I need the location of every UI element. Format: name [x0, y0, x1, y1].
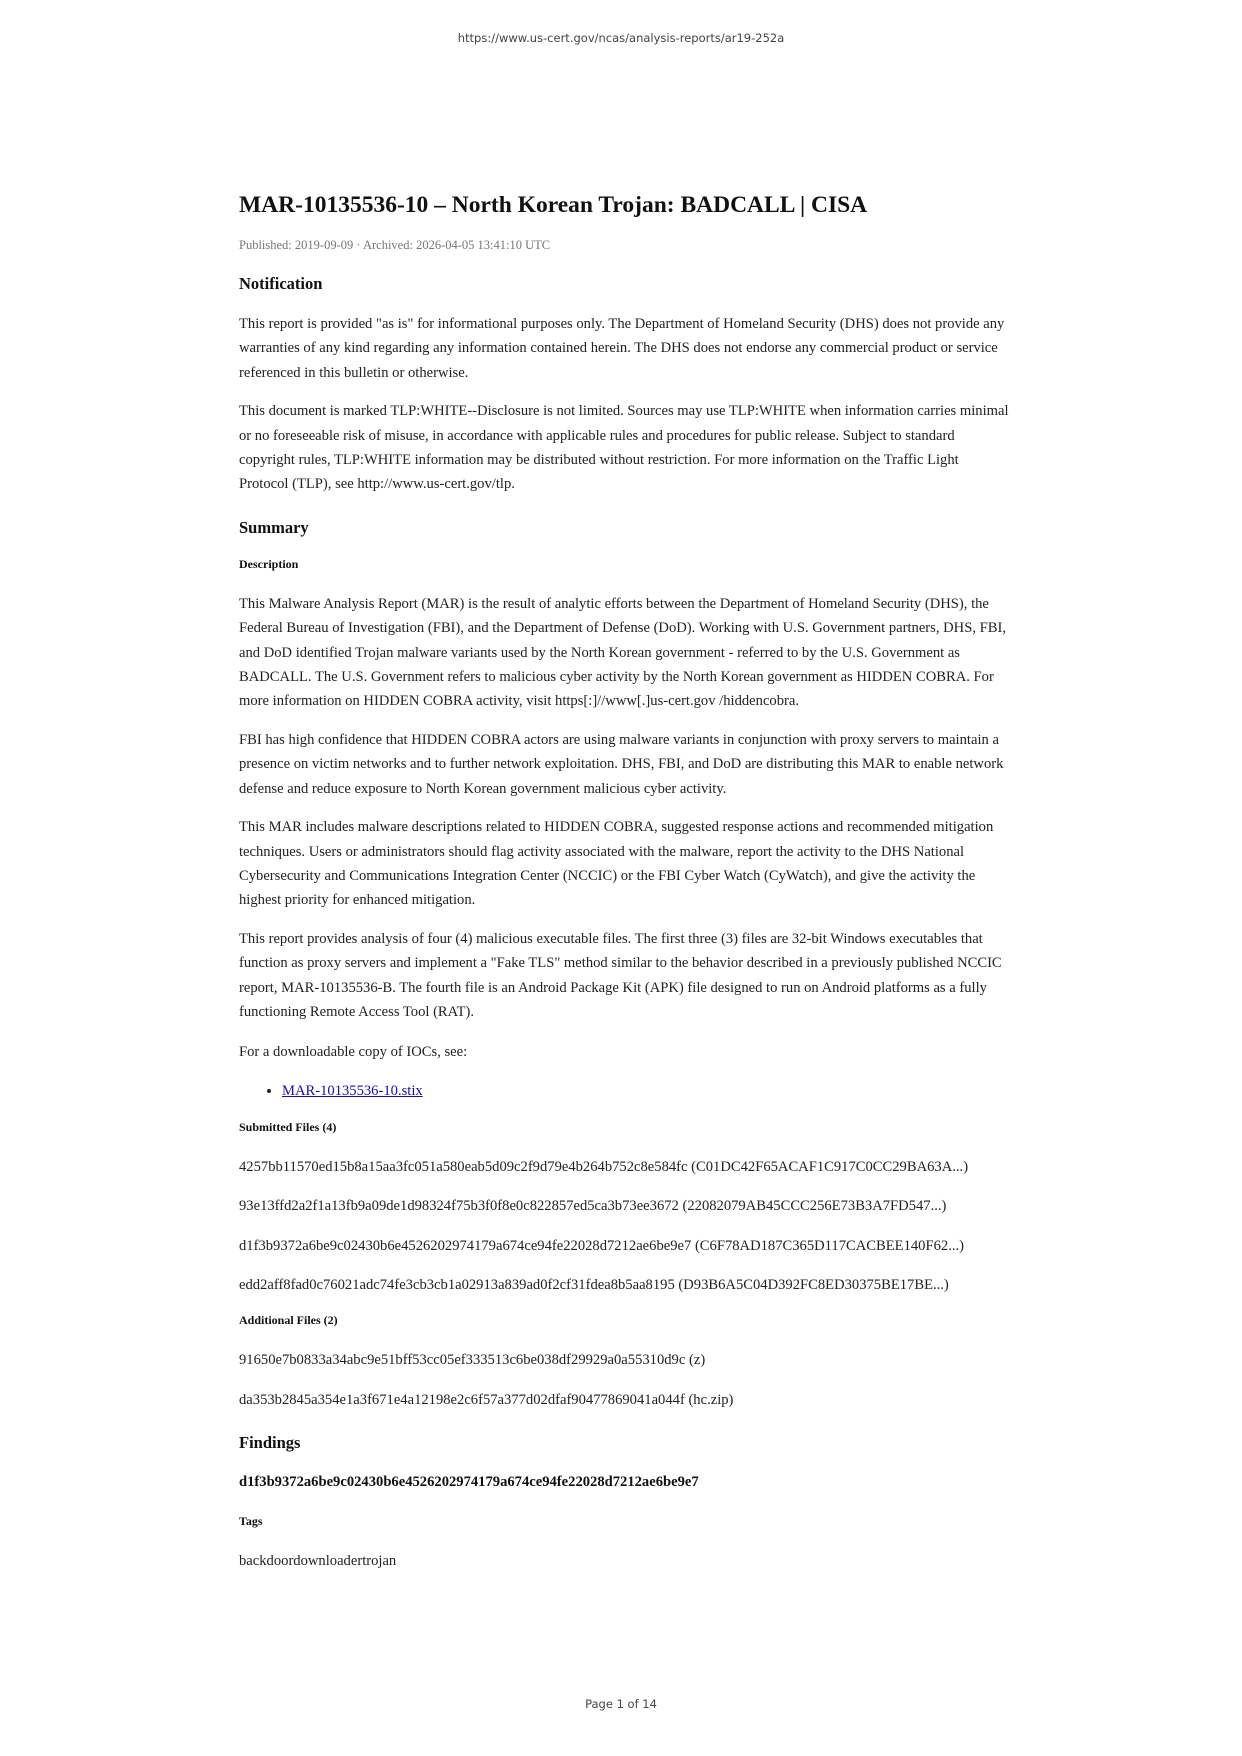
document-content [239, 190, 1009, 1588]
submitted-files-heading: Submitted Files (4) [239, 1119, 337, 1134]
findings-heading: Findings [239, 1433, 301, 1453]
notification-paragraph: This document is marked TLP:WHITE--Disclosure is not limited. Sources may use TLP:WHITE when information carries minimal or no foreseeable risk of misuse, in accordance with applicable rules and procedures for public release. Subject to standard copyright rules, TLP:WHITE information may be distributed without restriction. For more information on the Traffic Light Protocol (TLP), see http://www.us-cert.gov/tlp. [239, 403, 1009, 493]
findings-hash: d1f3b9372a6be9c02430b6e4526202974179a674ce94fe22028d7212ae6be9e7 [239, 1474, 699, 1491]
additional-file: da353b2845a354e1a3f671e4a12198e2c6f57a377d02dfaf90477869041a044f (hc.zip) [239, 1391, 734, 1408]
summary-paragraph: This Malware Analysis Report (MAR) is the result of analytic efforts between the Department of Homeland Security (DHS), the Federal Bureau of Investigation (FBI), and the Department of Defense (DoD). Working with U.S. Government partners, DHS, FBI, and DoD identified Trojan malware variants used by the North Korean government - referred to by the U.S. Government as BADCALL. The U.S. Government refers to malicious cyber activity by the North Korean government as HIDDEN COBRA. For more information on HIDDEN COBRA activity, visit https[:]//www[.]us-cert.gov /hiddencobra. [239, 595, 1006, 710]
summary-heading: Summary [239, 517, 309, 537]
notification-heading: Notification [239, 274, 323, 293]
summary-paragraph: For a downloadable copy of IOCs, see: [239, 1044, 468, 1061]
ioc-stix-link[interactable]: MAR-10135536-10.stix [282, 1082, 423, 1099]
description-heading: Description [239, 556, 299, 571]
additional-files-heading: Additional Files (2) [239, 1313, 338, 1328]
page-number: Page 1 of 14 [585, 1697, 657, 1711]
submitted-file: edd2aff8fad0c76021adc74fe3cb3cb1a02913a839ad0f2cf31fdea8b5aa8195 (D93B6A5C04D392FC8ED30375BE17BE...) [239, 1276, 949, 1293]
ioc-list [239, 1079, 1009, 1103]
publish-meta: Published: 2019-09-09 · Archived: 2026-04-05 13:41:10 UTC [239, 238, 551, 252]
additional-file: 91650e7b0833a34abc9e51bff53cc05ef333513c6be038df29929a0a55310d9c (z) [239, 1352, 706, 1369]
notification-paragraph: This report is provided "as is" for informational purposes only. The Department of Homeland Security (DHS) does not provide any warranties of any kind regarding any information contained herein. The DHS does not endorse any commercial product or service referenced in this bulletin or otherwise. [239, 316, 1005, 381]
submitted-file: d1f3b9372a6be9c02430b6e4526202974179a674ce94fe22028d7212ae6be9e7 (C6F78AD187C365D117CACBEE140F62...) [239, 1237, 964, 1254]
submitted-file: 93e13ffd2a2f1a13fb9a09de1d98324f75b3f0f8e0c822857ed5ca3b73ee3672 (22082079AB45CCC256E73B3A7FD547...) [239, 1198, 947, 1215]
page-url-header: https://www.us-cert.gov/ncas/analysis-reports/ar19-252a [457, 31, 785, 45]
page-title: MAR-10135536-10 – North Korean Trojan: BADCALL | CISA [239, 192, 868, 218]
summary-paragraph: This MAR includes malware descriptions related to HIDDEN COBRA, suggested response actions and recommended mitigation techniques. Users or administrators should flag activity associated with the malware, report the activity to the DHS National Cybersecurity and Communications Integration Center (NCCIC) or the FBI Cyber Watch (CyWatch), and give the activity the highest priority for enhanced mitigation. [239, 819, 994, 909]
tags-value: backdoordownloadertrojan [239, 1553, 397, 1570]
tags-heading: Tags [239, 1514, 263, 1529]
summary-paragraph: FBI has high confidence that HIDDEN COBRA actors are using malware variants in conjunction with proxy servers to maintain a presence on victim networks and to further network exploitation. DHS, FBI, and DoD are distributing this MAR to enable network defense and reduce exposure to North Korean government malicious cyber activity. [239, 731, 1004, 797]
summary-paragraph: This report provides analysis of four (4) malicious executable files. The first three (3) files are 32-bit Windows executables that function as proxy servers and implement a "Fake TLS" method similar to the behavior described in a previously published NCCIC report, MAR-10135536-B. The fourth file is an Android Package Kit (APK) file designed to run on Android platforms as a fully functioning Remote Access Tool (RAT). [239, 930, 1002, 1020]
submitted-file: 4257bb11570ed15b8a15aa3fc051a580eab5d09c2f9d79e4b264b752c8e584fc (C01DC42F65ACAF1C917C0CC29BA63A...) [239, 1158, 969, 1175]
list-item [282, 1079, 1009, 1103]
